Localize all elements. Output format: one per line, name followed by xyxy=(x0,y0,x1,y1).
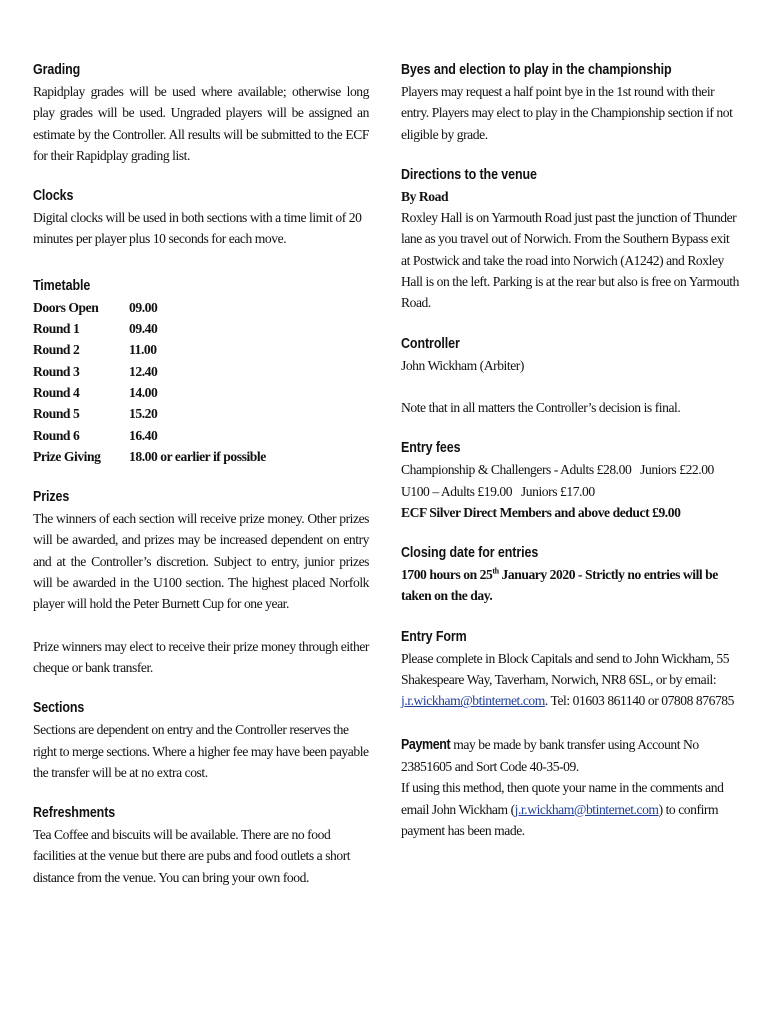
controller-note: Note that in all matters the Controller’s decision is final. xyxy=(401,399,681,415)
timetable-label: Round 6 xyxy=(33,427,80,443)
closing-heading: Closing date for entries xyxy=(401,545,539,562)
byes-section xyxy=(401,62,739,145)
timetable-row xyxy=(33,361,266,382)
timetable-row xyxy=(33,382,266,403)
closing-text xyxy=(401,564,739,607)
timetable-time: 18.00 or earlier if possible xyxy=(129,448,266,464)
payment-section xyxy=(401,734,739,841)
controller-name: John Wickham (Arbiter) xyxy=(401,357,524,373)
right-column xyxy=(401,62,739,863)
controller-section xyxy=(401,336,739,419)
prizes-section xyxy=(33,489,369,678)
grading-heading: Grading xyxy=(33,62,81,78)
fees-heading: Entry fees xyxy=(401,440,461,457)
entry-form-email-link[interactable]: j.r.wickham@btinternet.com xyxy=(401,693,545,709)
prizes-payment-text: Prize winners may elect to receive their prize money through either cheque or bank transfer. xyxy=(33,638,369,675)
closing-text-post: January 2020 - Strictly no entries will be taken on the day. xyxy=(401,567,718,604)
payment-body-3: ) to confirm payment has been made. xyxy=(401,801,719,838)
payment-body: may be made by bank transfer using Account No 23851605 and Sort Code 40-35-09. xyxy=(401,736,699,774)
timetable-label: Round 2 xyxy=(33,342,80,358)
entry-form-tel: . Tel: 01603 861140 or 07808 876785 xyxy=(544,693,734,709)
payment-email-link[interactable]: j.r.wickham@btinternet.com xyxy=(514,801,659,817)
refreshments-text: Tea Coffee and biscuits will be available. There are no food facilities at the venue but there are pubs and food outlets a short distance from the venue. You can bring your own food. xyxy=(33,827,351,885)
byes-heading: Byes and election to play in the championship xyxy=(401,62,672,78)
payment-text xyxy=(401,734,739,778)
timetable-row xyxy=(33,425,266,446)
directions-text: Roxley Hall is on Yarmouth Road just past the junction of Thunder lane as you travel out of Norwich. From the Southern Bypass exit at Postwick and take the road into Norwich (A1242) and Roxley Hall is on the left. Parking is at the rear but also is free on Yarmouth Road. xyxy=(401,210,739,311)
byes-text: Players may request a half point bye in the 1st round with their entry. Players may elect to play in the Championship section if not eligible by grade. xyxy=(401,84,733,142)
fees-line-1: Championship & Challengers - Adults £28.00 Juniors £22.00 xyxy=(401,462,714,478)
timetable-label: Prize Giving xyxy=(33,448,101,464)
entry-form-heading: Entry Form xyxy=(401,628,467,645)
closing-text-sup: th xyxy=(492,566,499,576)
timetable-row xyxy=(33,446,266,467)
directions-section xyxy=(401,167,739,314)
closing-text-pre: 1700 hours on 25 xyxy=(401,567,493,583)
refreshments-heading: Refreshments xyxy=(33,805,116,822)
sections-section xyxy=(33,700,369,783)
clocks-text: Digital clocks will be used in both sections with a time limit of 20 minutes per player plus 10 seconds for each move. xyxy=(33,210,362,247)
timetable-time: 12.40 xyxy=(129,363,158,379)
timetable-section xyxy=(33,278,369,467)
grading-text: Rapidplay grades will be used where available; otherwise long play grades will be used. Ungraded players will be assigned an estimate by the Controller. All results will be submitted to the ECF for their Rapidplay grading list. xyxy=(33,84,369,163)
payment-instructions xyxy=(401,777,739,841)
refreshments-section xyxy=(33,805,369,888)
timetable-heading: Timetable xyxy=(33,277,91,294)
fees-line-3: ECF Silver Direct Members and above deduct £9.00 xyxy=(401,504,681,520)
directions-heading: Directions to the venue xyxy=(401,166,537,183)
payment-heading: Payment xyxy=(401,736,451,753)
timetable-time: 14.00 xyxy=(129,384,158,400)
timetable-time: 15.20 xyxy=(129,406,158,422)
timetable-time: 09.40 xyxy=(129,321,158,337)
entry-form-body: Please complete in Block Capitals and send to John Wickham, 55 Shakespeare Way, Taverham, Norwich, NR8 6SL, or by email: xyxy=(401,650,730,688)
timetable-row xyxy=(33,339,266,360)
directions-subheading: By Road xyxy=(401,188,449,204)
timetable-label: Round 5 xyxy=(33,406,80,422)
timetable-label: Doors Open xyxy=(33,299,99,315)
timetable-row xyxy=(33,297,266,318)
controller-heading: Controller xyxy=(401,335,460,352)
left-column xyxy=(33,62,369,910)
timetable-label: Round 1 xyxy=(33,321,80,337)
entry-form-section xyxy=(401,629,739,712)
entry-form-text xyxy=(401,648,739,712)
fees-line-2: U100 – Adults £19.00 Juniors £17.00 xyxy=(401,483,595,499)
timetable-label: Round 4 xyxy=(33,384,80,400)
sections-text: Sections are dependent on entry and the Controller reserves the right to merge sections. Where a higher fee may have been payable the transfer will be at no extra cost. xyxy=(33,722,369,780)
timetable-row xyxy=(33,403,266,424)
timetable-label: Round 3 xyxy=(33,363,80,379)
grading-section xyxy=(33,62,369,166)
sections-heading: Sections xyxy=(33,700,85,717)
clocks-section xyxy=(33,188,369,250)
timetable-time: 16.40 xyxy=(129,427,158,443)
payment-body-2: If using this method, then quote your name in the comments and email John Wickham ( xyxy=(401,780,724,817)
prizes-text: The winners of each section will receive prize money. Other prizes will be awarded, and prizes may be increased dependent on entry and at the Controller’s discretion. Subject to entry, junior prizes will be awarded in the U100 section. The highest placed Norfolk player will hold the Peter Burnett Cup for one year. xyxy=(33,511,369,612)
clocks-heading: Clocks xyxy=(33,188,74,205)
timetable-time: 09.00 xyxy=(129,299,158,315)
closing-section xyxy=(401,545,739,607)
timetable-time: 11.00 xyxy=(129,342,157,358)
timetable-row xyxy=(33,318,266,339)
timetable-table xyxy=(33,297,266,467)
prizes-heading: Prizes xyxy=(33,489,70,506)
fees-section xyxy=(401,440,739,523)
